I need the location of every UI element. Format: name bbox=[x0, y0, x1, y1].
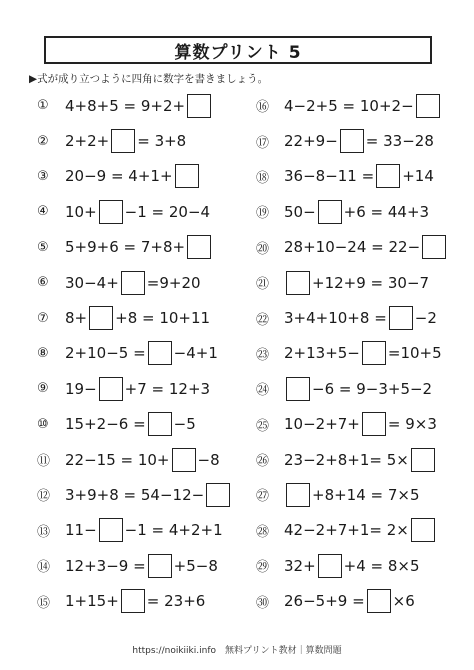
answer-box[interactable] bbox=[416, 94, 440, 118]
answer-box[interactable] bbox=[172, 448, 196, 472]
problem-number: ⑮ bbox=[37, 595, 51, 611]
expression-text: −6 = 9−3+5−2 bbox=[312, 379, 433, 398]
answer-box[interactable] bbox=[148, 554, 172, 578]
problem-number: ⑥ bbox=[37, 275, 49, 291]
expression-text: 2+10−5 = bbox=[65, 344, 146, 363]
expression-text: 3+4+10+8 = bbox=[284, 309, 387, 328]
problem-number: ⑯ bbox=[256, 100, 270, 116]
problem-expression bbox=[284, 377, 432, 401]
problem-number: ⑭ bbox=[37, 560, 51, 576]
problem-number: ② bbox=[37, 133, 49, 149]
problem-row bbox=[256, 300, 466, 335]
expression-text: = 3+8 bbox=[137, 132, 187, 151]
problem-row bbox=[37, 123, 237, 158]
problem-number: ③ bbox=[37, 168, 49, 184]
answer-box[interactable] bbox=[121, 589, 145, 613]
problem-number: ⑤ bbox=[37, 239, 49, 255]
expression-text: 8+ bbox=[65, 309, 88, 328]
answer-box[interactable] bbox=[148, 341, 172, 365]
problem-expression bbox=[284, 306, 437, 330]
problem-expression bbox=[284, 412, 437, 436]
problem-number: ㉓ bbox=[256, 347, 270, 363]
expression-text: +7 = 12+3 bbox=[124, 379, 211, 398]
problem-number: ㉔ bbox=[256, 383, 270, 399]
problem-number: ㉚ bbox=[256, 595, 270, 611]
expression-text: 4−2+5 = 10+2− bbox=[284, 96, 414, 115]
problem-row bbox=[256, 442, 466, 477]
problem-row bbox=[37, 194, 237, 229]
problem-number: ⑫ bbox=[37, 489, 51, 505]
expression-text: 10−2+7+ bbox=[284, 415, 360, 434]
problem-row bbox=[256, 407, 466, 442]
expression-text: −2 bbox=[414, 309, 437, 328]
answer-box[interactable] bbox=[187, 94, 211, 118]
expression-text: 32+ bbox=[284, 556, 316, 575]
problem-row bbox=[37, 407, 237, 442]
problem-number: ⑲ bbox=[256, 206, 270, 222]
problem-expression bbox=[284, 341, 442, 365]
answer-box[interactable] bbox=[111, 129, 135, 153]
answer-box[interactable] bbox=[89, 306, 113, 330]
expression-text: 3+9+8 = 54−12− bbox=[65, 485, 205, 504]
expression-text: −5 bbox=[173, 415, 196, 434]
problem-row bbox=[256, 548, 466, 583]
expression-text: 36−8−11 = bbox=[284, 167, 375, 186]
problem-expression bbox=[65, 483, 232, 507]
expression-text: +14 bbox=[402, 167, 434, 186]
problem-row bbox=[256, 265, 466, 300]
problem-number: ① bbox=[37, 98, 49, 114]
problem-expression bbox=[65, 341, 218, 365]
problem-expression bbox=[65, 448, 220, 472]
answer-box[interactable] bbox=[99, 377, 123, 401]
answer-box[interactable] bbox=[286, 271, 310, 295]
expression-text: = 23+6 bbox=[146, 592, 206, 611]
problem-number: ⑩ bbox=[37, 416, 49, 432]
problem-expression bbox=[284, 448, 437, 472]
problem-row bbox=[37, 88, 237, 123]
problem-row bbox=[37, 159, 237, 194]
answer-box[interactable] bbox=[121, 271, 145, 295]
problem-expression bbox=[65, 554, 218, 578]
expression-text: 12+3−9 = bbox=[65, 556, 146, 575]
problem-row bbox=[37, 230, 237, 265]
expression-text: = 33−28 bbox=[365, 132, 434, 151]
expression-text: +5−8 bbox=[173, 556, 218, 575]
answer-box[interactable] bbox=[175, 164, 199, 188]
expression-text: +4 = 8×5 bbox=[343, 556, 420, 575]
problem-expression bbox=[65, 200, 210, 224]
expression-text: 26−5+9 = bbox=[284, 592, 365, 611]
problem-row bbox=[37, 477, 237, 512]
problem-number: ㉒ bbox=[256, 312, 270, 328]
answer-box[interactable] bbox=[206, 483, 230, 507]
problem-number: ⑬ bbox=[37, 524, 51, 540]
answer-box[interactable] bbox=[411, 448, 435, 472]
problem-expression bbox=[65, 412, 196, 436]
problem-row bbox=[37, 300, 237, 335]
expression-text: 4+8+5 = 9+2+ bbox=[65, 96, 186, 115]
answer-box[interactable] bbox=[389, 306, 413, 330]
expression-text: −4+1 bbox=[173, 344, 218, 363]
problem-expression bbox=[65, 164, 201, 188]
expression-text: ×6 bbox=[392, 592, 415, 611]
problem-expression bbox=[65, 377, 210, 401]
expression-text: +12+9 = 30−7 bbox=[312, 273, 430, 292]
problem-expression bbox=[284, 235, 448, 259]
problem-number: ㉙ bbox=[256, 560, 270, 576]
problem-number: ⑦ bbox=[37, 310, 49, 326]
problem-expression bbox=[284, 483, 420, 507]
answer-box[interactable] bbox=[318, 200, 342, 224]
problem-expression bbox=[65, 518, 223, 542]
expression-text: 30−4+ bbox=[65, 273, 119, 292]
expression-text: −1 = 20−4 bbox=[124, 202, 211, 221]
problem-row bbox=[37, 513, 237, 548]
answer-box[interactable] bbox=[362, 412, 386, 436]
problem-expression bbox=[65, 306, 210, 330]
problem-expression bbox=[284, 129, 434, 153]
problem-expression bbox=[65, 235, 213, 259]
problem-row bbox=[256, 513, 466, 548]
problem-row bbox=[256, 159, 466, 194]
answer-box[interactable] bbox=[148, 412, 172, 436]
problem-row bbox=[256, 371, 466, 406]
answer-box[interactable] bbox=[367, 589, 391, 613]
problem-expression bbox=[284, 271, 429, 295]
problem-expression bbox=[284, 94, 442, 118]
answer-box[interactable] bbox=[187, 235, 211, 259]
problem-row bbox=[256, 583, 466, 618]
expression-text: =9+20 bbox=[146, 273, 201, 292]
expression-text: 20−9 = 4+1+ bbox=[65, 167, 173, 186]
problem-row bbox=[256, 88, 466, 123]
expression-text: 5+9+6 = 7+8+ bbox=[65, 238, 186, 257]
problem-row bbox=[256, 123, 466, 158]
problem-number: ⑧ bbox=[37, 345, 49, 361]
worksheet-title: 算数プリント 5 bbox=[44, 36, 432, 64]
instruction-text: ▶式が成り立つように四角に数字を書きましょう。 bbox=[29, 73, 269, 85]
answer-box[interactable] bbox=[318, 554, 342, 578]
expression-text: 22+9− bbox=[284, 132, 338, 151]
problem-number: ⑳ bbox=[256, 241, 270, 257]
footer-text: https://noikiiki.info 無料プリント教材｜算数問題 bbox=[132, 646, 342, 656]
expression-text: 2+13+5− bbox=[284, 344, 360, 363]
expression-text: 11− bbox=[65, 521, 97, 540]
answer-box[interactable] bbox=[422, 235, 446, 259]
problem-number: ⑰ bbox=[256, 135, 270, 151]
problem-row bbox=[37, 265, 237, 300]
problem-number: ⑪ bbox=[37, 454, 51, 470]
expression-text: 23−2+8+1= 5× bbox=[284, 450, 409, 469]
expression-text: 42−2+7+1= 2× bbox=[284, 521, 409, 540]
expression-text: +8 = 10+11 bbox=[115, 309, 211, 328]
problem-expression bbox=[284, 589, 415, 613]
problem-column-left bbox=[37, 88, 237, 619]
expression-text: −1 = 4+2+1 bbox=[124, 521, 223, 540]
problem-row bbox=[37, 371, 237, 406]
expression-text: 2+2+ bbox=[65, 132, 110, 151]
expression-text: 15+2−6 = bbox=[65, 415, 146, 434]
expression-text: 10+ bbox=[65, 202, 97, 221]
problem-number: ㉗ bbox=[256, 489, 270, 505]
problem-column-right bbox=[256, 88, 466, 619]
expression-text: +6 = 44+3 bbox=[343, 202, 430, 221]
problem-expression bbox=[284, 164, 434, 188]
expression-text: −8 bbox=[197, 450, 220, 469]
expression-text: +8+14 = 7×5 bbox=[312, 485, 420, 504]
problem-row bbox=[37, 583, 237, 618]
expression-text: 1+15+ bbox=[65, 592, 119, 611]
problem-number: ⑱ bbox=[256, 170, 270, 186]
answer-box[interactable] bbox=[340, 129, 364, 153]
problem-row bbox=[37, 548, 237, 583]
problem-number: ⑨ bbox=[37, 381, 49, 397]
problem-row bbox=[37, 336, 237, 371]
problem-expression bbox=[284, 554, 420, 578]
answer-box[interactable] bbox=[99, 200, 123, 224]
problem-number: ㉘ bbox=[256, 524, 270, 540]
problem-row bbox=[256, 477, 466, 512]
problem-row bbox=[37, 442, 237, 477]
expression-text: = 9×3 bbox=[387, 415, 437, 434]
expression-text: 28+10−24 = 22− bbox=[284, 238, 421, 257]
answer-box[interactable] bbox=[286, 377, 310, 401]
answer-box[interactable] bbox=[362, 341, 386, 365]
problem-number: ㉑ bbox=[256, 277, 270, 293]
problem-number: ㉖ bbox=[256, 454, 270, 470]
problem-expression bbox=[65, 94, 213, 118]
answer-box[interactable] bbox=[99, 518, 123, 542]
problem-number: ④ bbox=[37, 204, 49, 220]
problem-row bbox=[256, 230, 466, 265]
problem-expression bbox=[65, 271, 201, 295]
problem-expression bbox=[284, 518, 437, 542]
expression-text: =10+5 bbox=[387, 344, 442, 363]
expression-text: 50− bbox=[284, 202, 316, 221]
problem-expression bbox=[65, 589, 205, 613]
expression-text: 19− bbox=[65, 379, 97, 398]
answer-box[interactable] bbox=[286, 483, 310, 507]
answer-box[interactable] bbox=[411, 518, 435, 542]
problem-expression bbox=[65, 129, 186, 153]
expression-text: 22−15 = 10+ bbox=[65, 450, 170, 469]
answer-box[interactable] bbox=[376, 164, 400, 188]
problem-number: ㉕ bbox=[256, 418, 270, 434]
problem-row bbox=[256, 194, 466, 229]
problem-expression bbox=[284, 200, 429, 224]
problem-row bbox=[256, 336, 466, 371]
